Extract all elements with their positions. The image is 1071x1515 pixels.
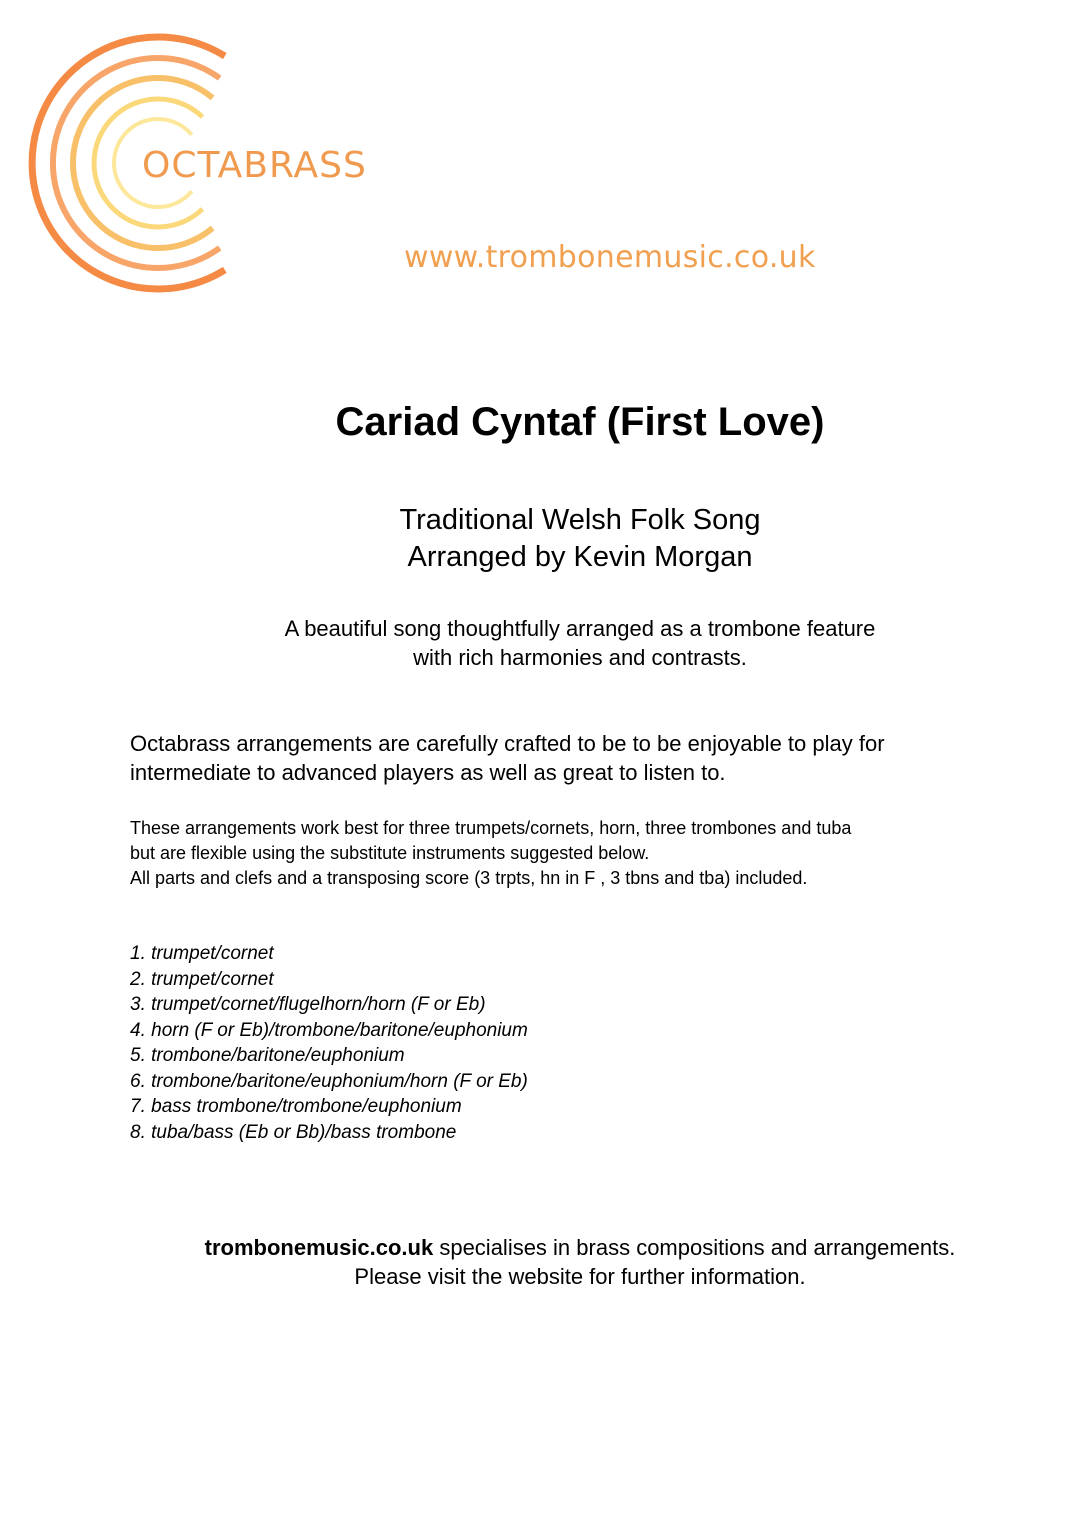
part-item: 3. trumpet/cornet/flugelhorn/horn (F or Eb) — [130, 994, 486, 1015]
instrumentation-line-2: but are flexible using the substitute instruments suggested below. — [130, 843, 650, 863]
part-item: 7. bass trombone/trombone/euphonium — [130, 1096, 462, 1117]
description-line-2: with rich harmonies and contrasts. — [413, 645, 747, 670]
part-item: 1. trumpet/cornet — [130, 943, 274, 964]
footer-line-1 — [0, 1233, 1071, 1262]
part-item: 6. trombone/baritone/euphonium/horn (F or Eb) — [130, 1070, 528, 1092]
part-item: 5. trombone/baritone/euphonium — [130, 1045, 405, 1066]
parts-list — [130, 941, 528, 1145]
instrumentation-line-3: All parts and clefs and a transposing score (3 trpts, hn in F , 3 tbns and tba) included. — [130, 868, 808, 888]
part-item: 2. trumpet/cornet — [130, 968, 274, 990]
subtitle-arranger: Arranged by Kevin Morgan — [407, 541, 753, 573]
website-link[interactable]: www.trombonemusic.co.uk — [404, 240, 816, 275]
footer-brand-link[interactable]: trombonemusic.co.uk — [204, 1235, 434, 1260]
subtitle-origin: Traditional Welsh Folk Song — [399, 504, 761, 536]
octabrass-logo — [0, 0, 400, 310]
part-item: 8. tuba/bass (Eb or Bb)/bass trombone — [130, 1121, 457, 1143]
description-line-1: A beautiful song thoughtfully arranged as a trombone feature — [284, 616, 876, 641]
instrumentation-line-1: These arrangements work best for three trumpets/cornets, horn, three trombones and tuba — [130, 818, 852, 838]
footer-line-2: Please visit the website for further information. — [354, 1264, 806, 1289]
logo-wordmark: OCTABRASS — [142, 145, 367, 186]
intro-line-1: Octabrass arrangements are carefully crafted to be to be enjoyable to play for — [130, 731, 885, 756]
part-item: 4. horn (F or Eb)/trombone/baritone/euphonium — [130, 1019, 528, 1041]
page-title: Cariad Cyntaf (First Love) — [335, 400, 825, 444]
intro-line-2: intermediate to advanced players as well as great to listen to. — [130, 760, 726, 785]
footer-tagline: specialises in brass compositions and arrangements. — [433, 1235, 956, 1260]
